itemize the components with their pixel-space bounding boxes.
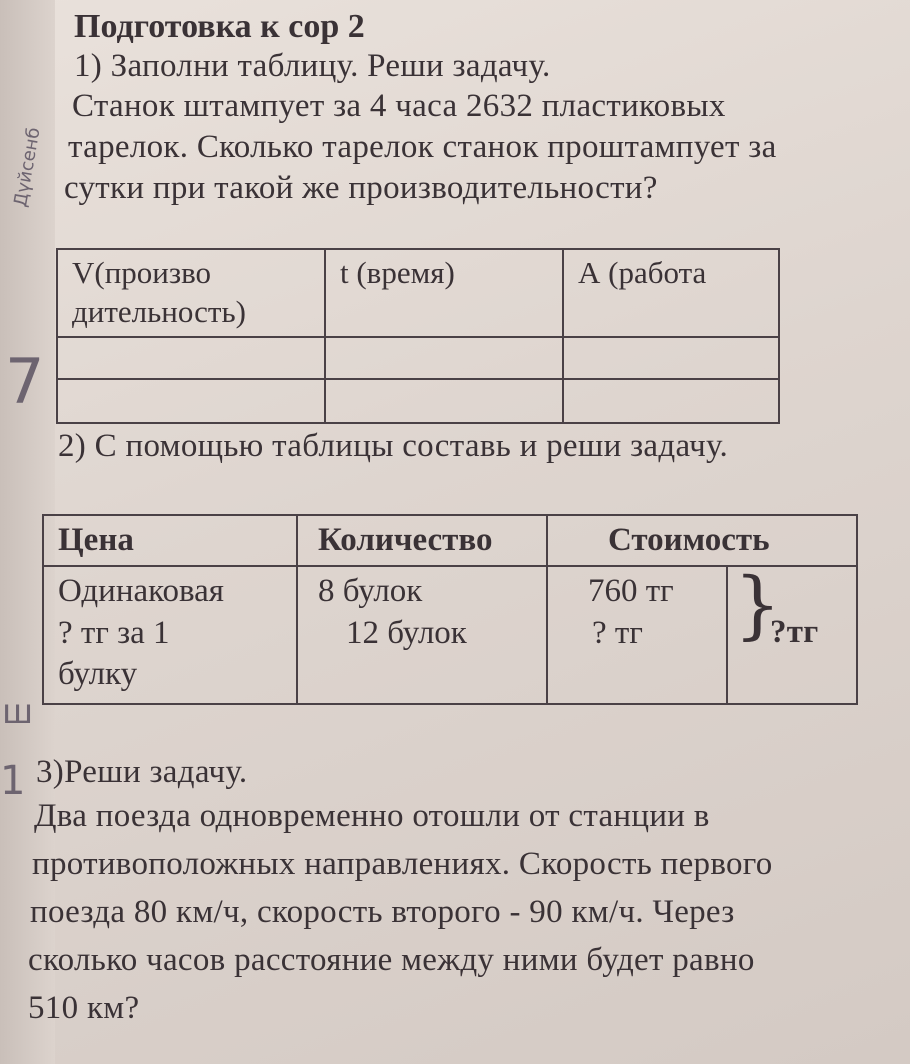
table-cell <box>563 379 779 423</box>
task1-heading: 1) Заполни таблицу. Реши задачу. <box>74 48 551 84</box>
margin-note: Дүйсенб <box>10 125 45 209</box>
task1-line: тарелок. Сколько тарелок станок проштампует за <box>68 129 777 165</box>
cost-cell: 760 тг ? тг <box>547 566 727 704</box>
page-title: Подготовка к сор 2 <box>74 8 365 45</box>
header-cost: Стоимость <box>547 515 857 566</box>
margin-number-1: 1 <box>0 758 26 804</box>
task2-heading: 2) С помощью таблицы составь и реши задачу. <box>58 428 729 464</box>
task3-line: 510 км? <box>28 990 140 1026</box>
task1-line: сутки при такой же производительности? <box>64 170 658 206</box>
header-work: А (работа <box>563 249 779 337</box>
quantity-cell: 8 булок 12 булок <box>297 566 547 704</box>
task3-heading: 3)Реши задачу. <box>36 754 248 790</box>
header-quantity: Количество <box>297 515 547 566</box>
task3-line: поезда 80 км/ч, скорость второго - 90 км/ч. Через <box>30 894 735 930</box>
header-productivity: V(произво дительность) <box>57 249 325 337</box>
margin-letter: ш <box>2 692 34 732</box>
task1-line: Станок штампует за 4 часа 2632 пластиковых <box>72 88 726 124</box>
task3-line: противоположных направлениях. Скорость первого <box>32 846 773 882</box>
table-cell <box>57 337 325 379</box>
brace-symbol: } <box>734 562 782 648</box>
task1-table <box>56 248 780 424</box>
table-cell <box>57 379 325 423</box>
price-cell: Одинаковая ? тг за 1 булку <box>43 566 297 704</box>
margin-number-7: 7 <box>5 345 45 418</box>
table-cell <box>325 337 563 379</box>
task3-line: Два поезда одновременно отошли от станции в <box>34 798 710 834</box>
header-price: Цена <box>43 515 297 566</box>
header-time: t (время) <box>325 249 563 337</box>
task3-line: сколько часов расстояние между ними будет равно <box>28 942 755 978</box>
total-cost: ?тг <box>770 614 819 650</box>
table-cell <box>563 337 779 379</box>
table-cell <box>325 379 563 423</box>
